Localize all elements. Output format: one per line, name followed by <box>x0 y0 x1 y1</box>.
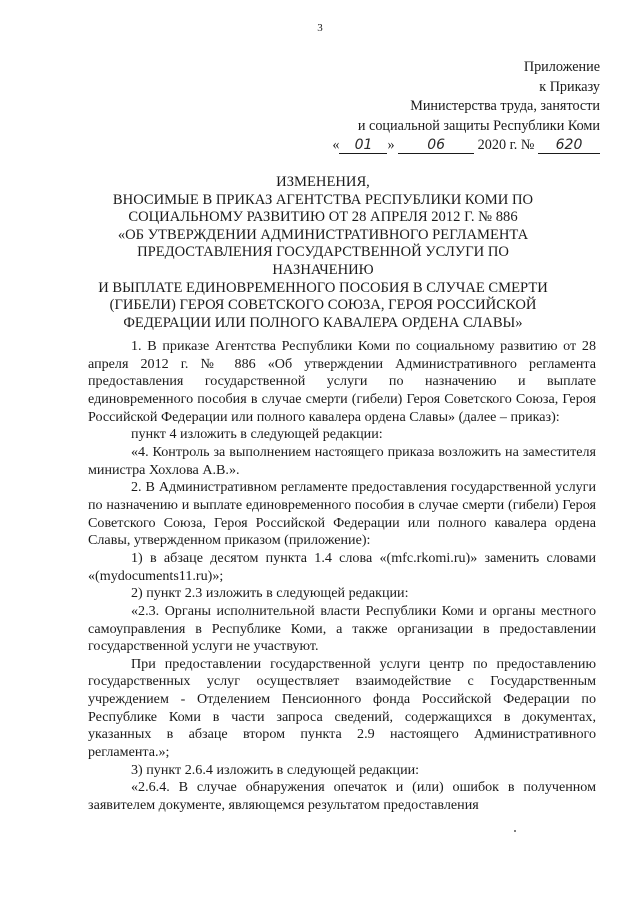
heading-line-6: И ВЫПЛАТЕ ЕДИНОВРЕМЕННОГО ПОСОБИЯ В СЛУЧАЕ СМЕРТИ <box>98 279 548 296</box>
appendix-line-4: и социальной защиты Республики Коми <box>357 117 600 134</box>
paragraph: «2.6.4. В случае обнаружения опечаток и (или) ошибок в полученном заявителем документе, являющемся результатом предоставления <box>88 779 596 814</box>
appendix-line-3: Министерства труда, занятости <box>410 98 600 114</box>
heading-line-8: ФЕДЕРАЦИИ ИЛИ ПОЛНОГО КАВАЛЕРА ОРДЕНА СЛАВЫ» <box>123 314 523 331</box>
date-month: 06 <box>398 137 474 154</box>
document-heading <box>88 174 558 332</box>
appendix-date-line <box>332 136 600 156</box>
paragraph: 3) пункт 2.6.4 изложить в следующей редакции: <box>131 761 420 778</box>
paragraph: 1) в абзаце десятом пункта 1.4 слова «(mfc.rkomi.ru)» заменить словами «(mydocuments11.ru)»; <box>88 549 596 584</box>
paragraph: 2. В Административном регламенте предоставления государственной услуги по назначению и выплате единовременного пособия в случае смерти (гибели) Героя Советского Союза, Героя Российской Федерации или полного кавалера ордена Славы, утвержденном приказом (приложение): <box>88 479 596 549</box>
document-body <box>88 338 596 815</box>
heading-line-1: ИЗМЕНЕНИЯ, <box>276 174 370 190</box>
heading-line-2: ВНОСИМЫЕ В ПРИКАЗ АГЕНТСТВА РЕСПУБЛИКИ КОМИ ПО <box>112 191 534 208</box>
paragraph: пункт 4 изложить в следующей редакции: <box>131 426 383 443</box>
appendix-line-1: Приложение <box>523 59 600 75</box>
heading-line-4: «ОБ УТВЕРЖДЕНИИ АДМИНИСТРАТИВНОГО РЕГЛАМЕНТА <box>117 226 529 243</box>
scan-speck <box>514 830 516 832</box>
date-year-text: 2020 г. № <box>477 137 535 153</box>
paragraph: «4. Контроль за выполнением настоящего приказа возложить на заместителя министра Хохлова А.В.». <box>88 443 596 478</box>
heading-line-7: (ГИБЕЛИ) ГЕРОЯ СОВЕТСКОГО СОЮЗА, ГЕРОЯ РОССИЙСКОЙ <box>109 297 537 314</box>
date-open-quote: « <box>332 137 340 153</box>
paragraph: При предоставлении государственной услуги центр по предоставлению государственных услуг осуществляет взаимодействие с Государственным учреждением - Отделением Пенсионного фонда Российской Федерации по Республике Коми в части запроса сведений, содержащихся в документах, указанных в абзаце втором пункта 2.9 настоящего Административного регламента.»; <box>88 655 596 761</box>
date-day: 01 <box>339 137 387 154</box>
paragraph: 2) пункт 2.3 изложить в следующей редакции: <box>131 585 409 602</box>
appendix-line-2: к Приказу <box>539 78 600 95</box>
appendix-block <box>332 58 600 156</box>
paragraph: 1. В приказе Агентства Республики Коми по социальному развитию от 28 апреля 2012 г. № 886 «Об утверждении Административного регламента предоставления государственной услуги по назначению и выплате единовременного пособия в случае смерти (гибели) Героя Советского Союза, Героя Российской Федерации или полного кавалера ордена Славы» (далее – приказ): <box>88 338 596 425</box>
paragraph: «2.3. Органы исполнительной власти Республики Коми и органы местного самоуправления в Республике Коми, а также организации в предоставлении государственной услуги не участвуют. <box>88 602 596 655</box>
order-number: 620 <box>538 137 600 154</box>
heading-line-5: ПРЕДОСТАВЛЕНИЯ ГОСУДАРСТВЕННОЙ УСЛУГИ ПО НАЗНАЧЕНИЮ <box>137 244 509 278</box>
heading-line-3: СОЦИАЛЬНОМУ РАЗВИТИЮ ОТ 28 АПРЕЛЯ 2012 Г. № 886 <box>128 209 518 226</box>
page-number: 3 <box>317 22 323 34</box>
date-close-quote: » <box>387 137 395 153</box>
